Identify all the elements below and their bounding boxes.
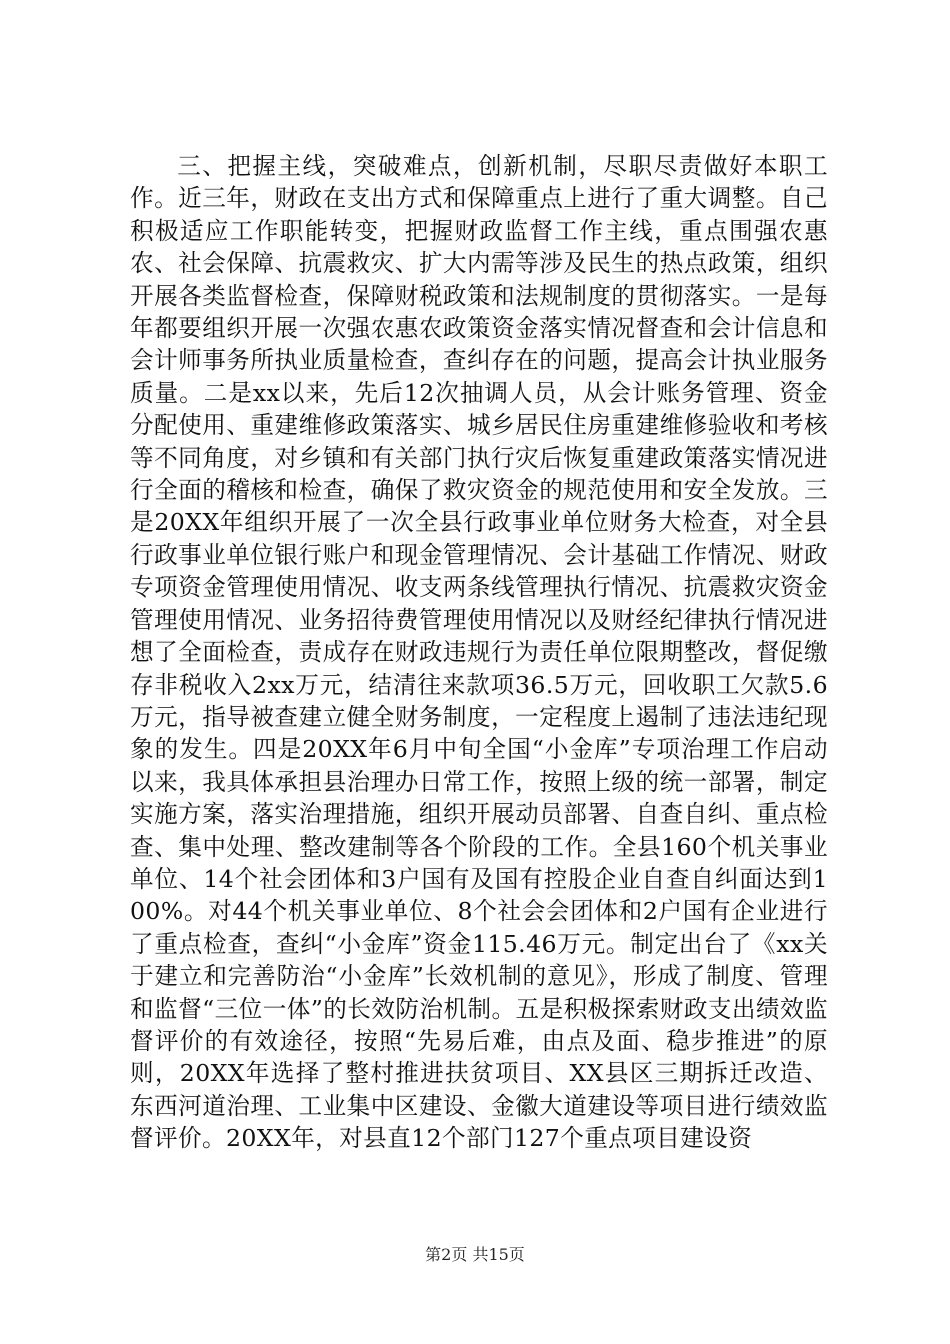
page-number-footer: 第2页 共15页 bbox=[425, 1245, 525, 1264]
body-paragraph: 三、把握主线，突破难点，创新机制，尽职尽责做好本职工作。近三年，财政在支出方式和保障重点上进行了重大调整。自己积极适应工作职能转变，把握财政监督工作主线，重点围强农惠农、社会保障、抗震救灾、扩大内需等涉及民生的热点政策，组织开展各类监督检查，保障财税政策和法规制度的贯彻落实。一是每年都要组织开展一次强农惠农政策资金落实情况督查和会计信息和会计师事务所执业质量检查，查纠存在的问题，提高会计执业服务质量。二是xx以来，先后12次抽调人员，从会计账务管理、资金分配使用、重建维修政策落实、城乡居民住房重建维修验收和考核等不同角度，对乡镇和有关部门执行灾后恢复重建政策落实情况进行全面的稽核和检查，确保了救灾资金的规范使用和安全发放。三是20XX年组织开展了一次全县行政事业单位财务大检查，对全县行政事业单位银行账户和现金管理情况、会计基础工作情况、财政专项资金管理使用情况、收支两条线管理执行情况、抗震救灾资金管理使用情况、业务招待费管理使用情况以及财经纪律执行情况进想了全面检查，责成存在财政违规行为责任单位限期整改，督促缴存非税收入2xx万元，结清往来款项36.5万元，回收职工欠款5.6万元，指导被查建立健全财务制度，一定程度上遏制了违法违纪现象的发生。四是20XX年6月中旬全国“小金库”专项治理工作启动以来，我具体承担县治理办日常工作，按照上级的统一部署，制定实施方案，落实治理措施，组织开展动员部署、自查自纠、重点检查、集中处理、整改建制等各个阶段的工作。全县160个机关事业单位、14个社会团体和3户国有及国有控股企业自查自纠面达到100%。对44个机关事业单位、8个社会会团体和2户国有企业进行了重点检查，查纠“小金库”资金115.46万元。制定出台了《xx关于建立和完善防治“小金库”长效机制的意见》，形成了制度、管理和监督“三位一体”的长效防治机制。五是积极探索财政支出绩效监督评价的有效途径，按照“先易后难，由点及面、稳步推进”的原则，20XX年选择了整村推进扶贫项目、XX县区三期拆迁改造、东西河道治理、工业集中区建设、金徽大道建设等项目进行绩效监督评价。20XX年，对县直12个部门127个重点项目建设资 bbox=[130, 152, 828, 1153]
